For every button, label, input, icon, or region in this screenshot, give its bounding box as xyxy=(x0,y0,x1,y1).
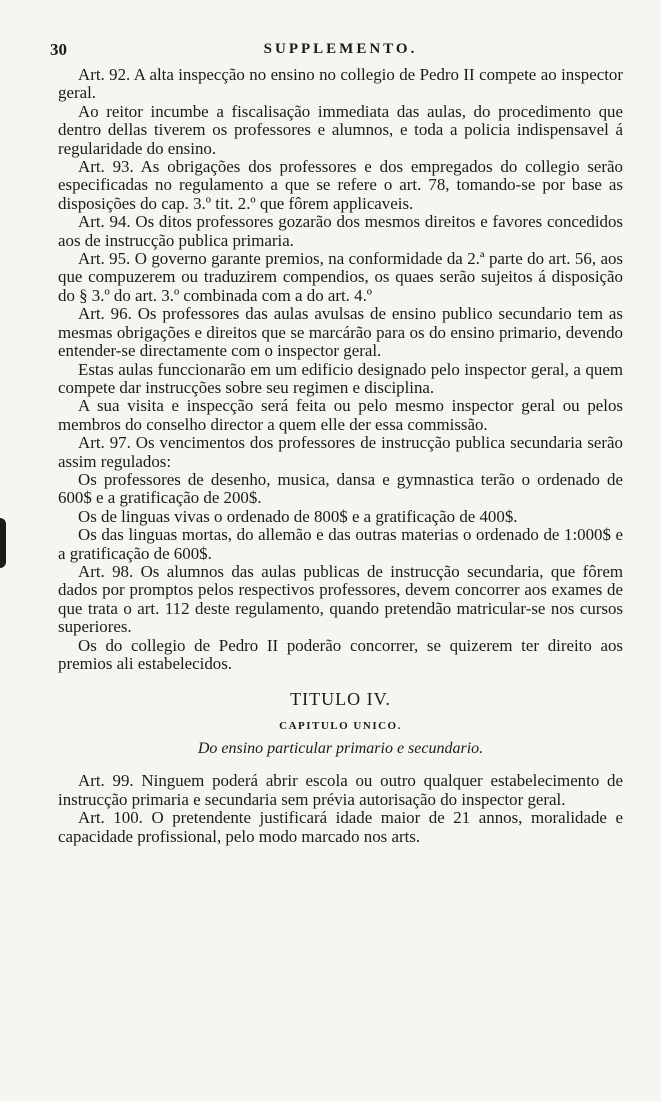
paragraph-art-94: Art. 94. Os ditos professores gozarão dos mesmos direitos e favores concedidos aos de instrucção publica primaria. xyxy=(58,212,623,250)
paragraph-desenho: Os professores de desenho, musica, dansa e gymnastica terão o ordenado de 600$ e a gratificação de 200$. xyxy=(58,469,623,508)
running-head: SUPPLEMENTO. xyxy=(263,41,418,57)
chapter-heading: CAPITULO UNICO. xyxy=(279,720,402,733)
paragraph-visita: A sua visita e inspecção será feita ou pelo mesmo inspector geral ou pelos membros do conselho director a quem elle der essa commissão. xyxy=(58,396,623,434)
paragraph-pedro-ii: Os do collegio de Pedro II poderão concorrer, se quizerem ter direito aos premios ali estabelecidos. xyxy=(58,635,623,673)
body-text xyxy=(58,66,623,673)
paragraph-aulas: Estas aulas funccionarão em um edificio designado pelo inspector geral, a quem compete dar instrucções sobre seu regimen e disciplina. xyxy=(58,359,623,397)
paragraph-art-96: Art. 96. Os professores das aulas avulsas de ensino publico secundario tem as mesmas obrigações e direitos que se marcárão para os do ensino primario, devendo entender-se directamente com o inspector geral. xyxy=(58,304,623,361)
paragraph-art-93: Art. 93. As obrigações dos professores e dos empregados do collegio serão especificadas no regulamento a que se refere o art. 78, tomando-se por base as disposições do cap. 3.º tit. 2.º que fôrem applicaveis. xyxy=(58,157,623,213)
paragraph-art-98: Art. 98. Os alumnos das aulas publicas de instrucção secundaria, que fôrem dados por promptos pelos respectivos professores, devem concorrer aos exames de que trata o art. 112 deste regulamento, quando pretendão matricular-se nos cursos superiores. xyxy=(58,561,623,637)
paragraph-art-97: Art. 97. Os vencimentos dos professores de instrucção publica secundaria serão assim regulados: xyxy=(58,433,623,471)
paragraph-reitor: Ao reitor incumbe a fiscalisação immediata das aulas, do procedimento que dentro dellas tiverem os professores e alumnos, e toda a policia indispensavel á regularidade do ensino. xyxy=(58,101,623,158)
page-edge-mark xyxy=(0,518,6,568)
section-subtitle: Do ensino particular primario e secundario. xyxy=(197,740,484,758)
body-text-after xyxy=(58,772,623,846)
paragraph-art-95: Art. 95. O governo garante premios, na conformidade da 2.ª parte do art. 56, aos que compuzerem ou traduzirem compendios, os quaes serão sujeitos á disposição do § 3.º do art. 3.º combinada com a do art. 4.º xyxy=(58,249,623,305)
document-page xyxy=(50,40,623,846)
paragraph-linguas-mortas: Os das linguas mortas, do allemão e das outras materias o ordenado de 1:000$ e a gratificação de 600$. xyxy=(58,525,623,563)
paragraph-art-92: Art. 92. A alta inspecção no ensino no collegio de Pedro II compete ao inspector geral. xyxy=(58,65,623,103)
page-header xyxy=(50,40,623,66)
paragraph-art-99: Art. 99. Ninguem poderá abrir escola ou outro qualquer estabelecimento de instrucção primaria e secundaria sem prévia autorisação do inspector geral. xyxy=(58,771,623,809)
paragraph-art-100: Art. 100. O pretendente justificará idade maior de 21 annos, moralidade e capacidade profissional, pelo modo marcado nos arts. xyxy=(58,808,623,846)
section-title: TITULO IV. xyxy=(290,689,391,710)
paragraph-linguas-vivas: Os de linguas vivas o ordenado de 800$ e a gratificação de 400$. xyxy=(78,506,518,526)
page-number: 30 xyxy=(50,40,67,59)
